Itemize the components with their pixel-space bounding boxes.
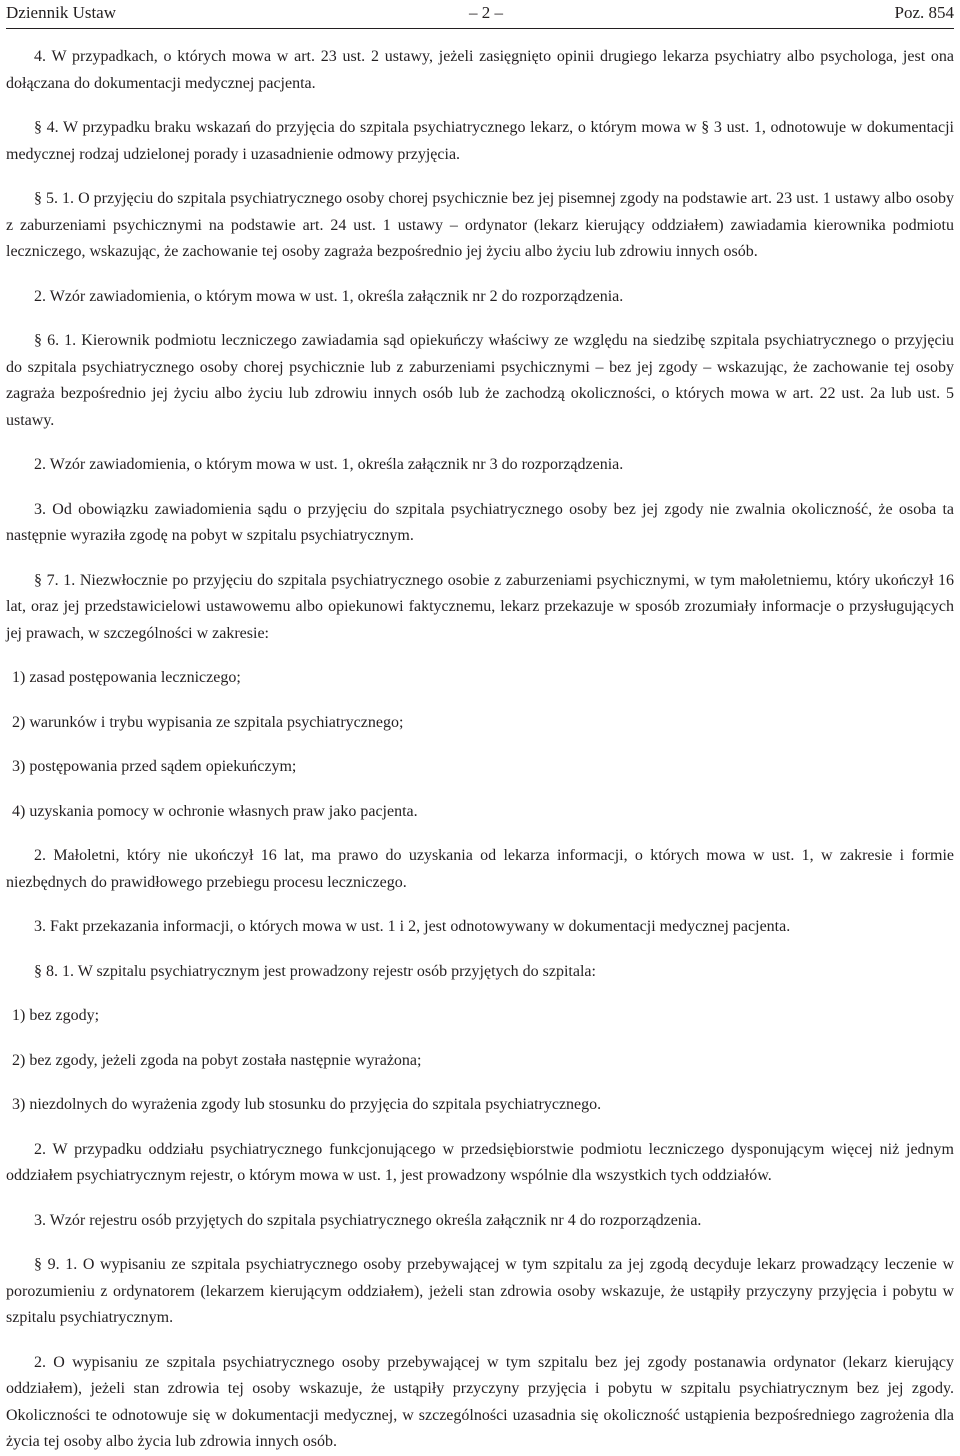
document-body (6, 44, 954, 1456)
paragraph: 2. O wypisaniu ze szpitala psychiatrycznego osoby przebywającej w tym szpitalu bez jej zgody postanawia ordynator (lekarz kierujący oddziałem), jeżeli stan zdrowia tej osoby wskazuje, że ustąpiły przyczyny przyjęcia i pobytu w szpitalu psychiatrycznym bez jej zgody. Okoliczności te odnotowuje się w dokumentacji medycznej, w szczególności uzasadnia się okoliczność ustąpienia bezpośredniego zagrożenia dla życia tej osoby albo życia lub zdrowia innych osób. (6, 1353, 954, 1450)
list-item: 1) zasad postępowania leczniczego; (12, 669, 241, 686)
paragraph: 2. W przypadku oddziału psychiatrycznego funkcjonującego w przedsiębiorstwie podmiotu leczniczego dysponującym więcej niż jednym oddziałem psychiatrycznym rejestr, o którym mowa w ust. 1, jest prowadzony wspólnie dla wszystkich tych oddziałów. (6, 1140, 954, 1184)
paragraph-section-7: § 7. 1. Niezwłocznie po przyjęciu do szpitala psychiatrycznego osobie z zaburzeniami psychicznymi, w tym małoletniemu, który ukończył 16 lat, oraz jej przedstawicielowi ustawowemu albo opiekunowi faktycznemu, lekarz przekazuje w sposób zrozumiały informacje o przysługujących jej prawach, w szczególności w zakresie: (6, 571, 954, 642)
list-item: 2) warunków i trybu wypisania ze szpitala psychiatrycznego; (12, 713, 404, 731)
list-item: 2) bez zgody, jeżeli zgoda na pobyt została następnie wyrażona; (12, 1051, 422, 1069)
paragraph-section-8: § 8. 1. W szpitalu psychiatrycznym jest prowadzony rejestr osób przyjętych do szpitala: (34, 962, 596, 980)
page-number: – 2 – (469, 3, 503, 22)
paragraph: 2. Wzór zawiadomienia, o którym mowa w ust. 1, określa załącznik nr 3 do rozporządzenia. (34, 456, 624, 473)
paragraph: 3. Od obowiązku zawiadomienia sądu o przyjęciu do szpitala psychiatrycznego osoby bez jej zgody nie zwalnia okoliczność, że osoba ta następnie wyraziła zgodę na pobyt w szpitalu psychiatrycznym. (6, 500, 954, 544)
position-number: Poz. 854 (894, 3, 954, 22)
paragraph: 3. Wzór rejestru osób przyjętych do szpitala psychiatrycznego określa załącznik nr 4 do rozporządzenia. (34, 1211, 702, 1229)
paragraph: 3. Fakt przekazania informacji, o których mowa w ust. 1 i 2, jest odnotowywany w dokumentacji medycznej pacjenta. (34, 918, 791, 935)
paragraph-section-6: § 6. 1. Kierownik podmiotu leczniczego zawiadamia sąd opiekuńczy właściwy ze względu na siedzibę szpitala psychiatrycznego o przyjęciu do szpitala psychiatrycznego osoby chorej psychicznie lub z zaburzeniami psychicznymi – bez jej zgody – wskazując, że zachowanie tej osoby zagraża bezpośrednio jej życiu albo życiu lub zdrowiu innych osób lub że zachodzą okoliczności, o których mowa w art. 22 ust. 2a lub ust. 5 ustawy. (6, 332, 954, 429)
paragraph-section-9: § 9. 1. O wypisaniu ze szpitala psychiatrycznego osoby przebywającej w tym szpitalu za jej zgodą decyduje lekarz prowadzący leczenie w porozumieniu z ordynatorem (lekarzem kierującym oddziałem), jeżeli stan zdrowia osoby wskazuje, że ustąpiły przyczyny przyjęcia i pobytu w szpitalu psychiatrycznym. (6, 1256, 954, 1326)
paragraph: 4. W przypadkach, o których mowa w art. 23 ust. 2 ustawy, jeżeli zasięgnięto opinii drugiego lekarza psychiatry albo psychologa, jest ona dołączana do dokumentacji medycznej pacjenta. (6, 48, 954, 92)
list-item: 4) uzyskania pomocy w ochronie własnych praw jako pacjenta. (12, 802, 418, 820)
paragraph-section-4: § 4. W przypadku braku wskazań do przyjęcia do szpitala psychiatrycznego lekarz, o którym mowa w § 3 ust. 1, odnotowuje w dokumentacji medycznej rodzaj udzielonej porady i uzasadnienie odmowy przyjęcia. (6, 119, 954, 163)
paragraph: 2. Małoletni, który nie ukończył 16 lat, ma prawo do uzyskania od lekarza informacji, o których mowa w ust. 1, w zakresie i formie niezbędnych do prawidłowego przebiegu procesu leczniczego. (6, 847, 954, 891)
page-header (6, 0, 954, 29)
paragraph: 2. Wzór zawiadomienia, o którym mowa w ust. 1, określa załącznik nr 2 do rozporządzenia. (34, 287, 624, 305)
list-item: 3) niezdolnych do wyrażenia zgody lub stosunku do przyjęcia do szpitala psychiatrycznego. (12, 1096, 602, 1113)
journal-title: Dziennik Ustaw (6, 3, 117, 22)
paragraph-section-5: § 5. 1. O przyjęciu do szpitala psychiatrycznego osoby chorej psychicznie bez jej pisemnej zgody na podstawie art. 23 ust. 1 ustawy albo osoby z zaburzeniami psychicznymi na podstawie art. 24 ust. 1 ustawy – ordynator (lekarz kierujący oddziałem) zawiadamia kierownika podmiotu leczniczego, wskazując, że zachowanie tej osoby zagraża bezpośrednio jej życiu albo życiu lub zdrowiu innych osób. (6, 190, 954, 260)
list-item: 1) bez zgody; (12, 1007, 100, 1024)
list-item: 3) postępowania przed sądem opiekuńczym; (12, 758, 297, 775)
